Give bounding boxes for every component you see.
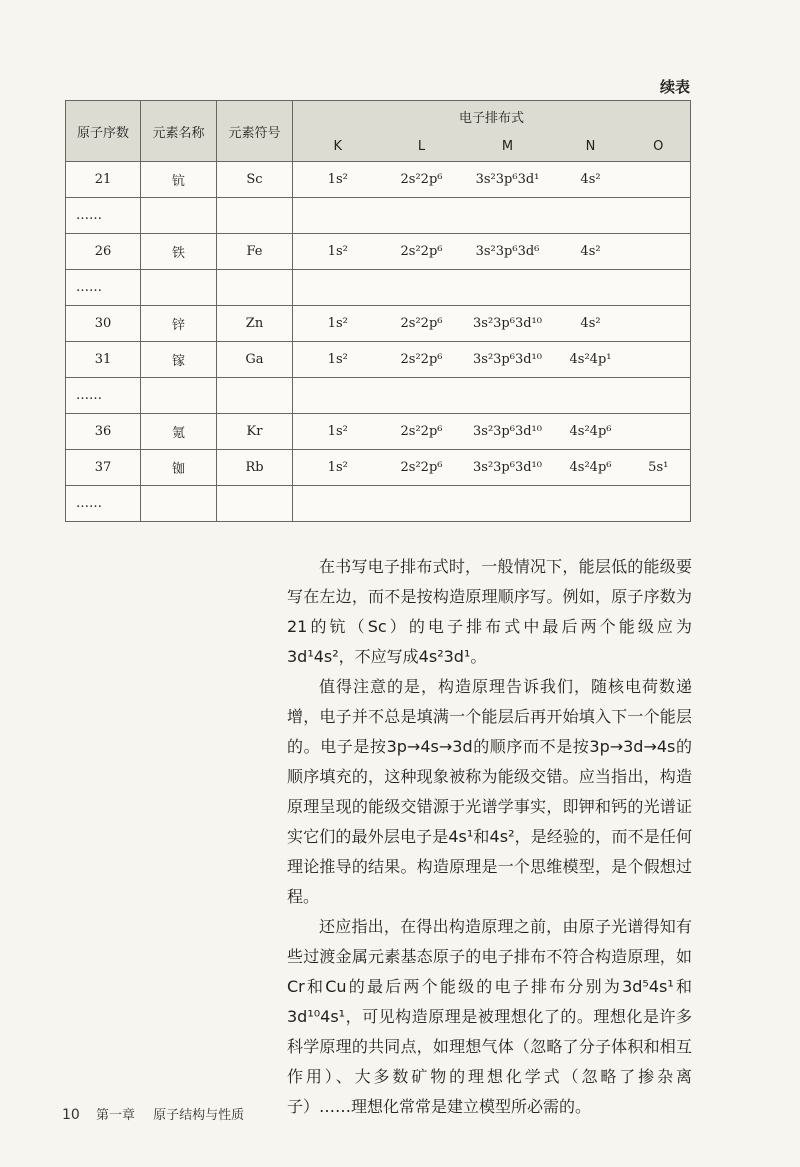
- cell-shell-l: 2s²2p⁶: [383, 234, 461, 270]
- cell-element-symbol: Sc: [217, 162, 293, 198]
- electron-configuration-table: [65, 100, 691, 522]
- header-atomic-number: 原子序数: [66, 101, 141, 162]
- cell-element-symbol: Zn: [217, 306, 293, 342]
- cell-shell-k: 1s²: [293, 306, 383, 342]
- cell-element-symbol: Fe: [217, 234, 293, 270]
- cell-empty: [217, 198, 293, 234]
- cell-ellipsis: ……: [66, 198, 141, 234]
- cell-shell-m: 3s²3p⁶3d¹⁰: [461, 306, 555, 342]
- cell-shell-o: [627, 342, 691, 378]
- header-shell-o: O: [627, 131, 691, 162]
- cell-shell-l: 2s²2p⁶: [383, 450, 461, 486]
- cell-shell-l: 2s²2p⁶: [383, 342, 461, 378]
- cell-shell-l: 2s²2p⁶: [383, 162, 461, 198]
- cell-atomic-number: 31: [66, 342, 141, 378]
- cell-empty: [293, 378, 691, 414]
- cell-shell-k: 1s²: [293, 450, 383, 486]
- table-row: [66, 414, 691, 450]
- cell-element-name: 钪: [141, 162, 217, 198]
- cell-empty: [293, 486, 691, 522]
- cell-empty: [217, 270, 293, 306]
- cell-shell-m: 3s²3p⁶3d¹: [461, 162, 555, 198]
- cell-shell-o: [627, 234, 691, 270]
- page-footer: [62, 1104, 244, 1123]
- cell-shell-n: 4s²: [555, 306, 627, 342]
- chapter-label: 第一章: [95, 1108, 135, 1123]
- cell-shell-o: 5s¹: [627, 450, 691, 486]
- header-shell-l: L: [383, 131, 461, 162]
- cell-shell-n: 4s²4p¹: [555, 342, 627, 378]
- paragraph-1: 在书写电子排布式时，一般情况下，能层低的能级要写在左边，而不是按构造原理顺序写。例如，原子序数为21的钪（Sc）的电子排布式中最后两个能级应为3d¹4s²，不应写成4s²3d¹。: [287, 557, 692, 666]
- cell-empty: [293, 270, 691, 306]
- cell-element-name: 铁: [141, 234, 217, 270]
- table-row: [66, 234, 691, 270]
- cell-atomic-number: 26: [66, 234, 141, 270]
- header-element-symbol: 元素符号: [217, 101, 293, 162]
- cell-atomic-number: 30: [66, 306, 141, 342]
- cell-empty: [293, 198, 691, 234]
- cell-shell-k: 1s²: [293, 162, 383, 198]
- cell-shell-k: 1s²: [293, 342, 383, 378]
- cell-ellipsis: ……: [66, 270, 141, 306]
- cell-shell-o: [627, 414, 691, 450]
- header-electron-configuration: 电子排布式: [293, 101, 691, 132]
- table-row: [66, 162, 691, 198]
- cell-shell-k: 1s²: [293, 234, 383, 270]
- cell-shell-n: 4s²: [555, 162, 627, 198]
- table-row: [66, 450, 691, 486]
- cell-empty: [141, 378, 217, 414]
- cell-shell-o: [627, 306, 691, 342]
- cell-ellipsis: ……: [66, 486, 141, 522]
- cell-shell-m: 3s²3p⁶3d¹⁰: [461, 414, 555, 450]
- cell-element-name: 铷: [141, 450, 217, 486]
- cell-element-symbol: Kr: [217, 414, 293, 450]
- cell-atomic-number: 21: [66, 162, 141, 198]
- header-shell-k: K: [293, 131, 383, 162]
- cell-empty: [217, 486, 293, 522]
- table-row: [66, 270, 691, 306]
- cell-atomic-number: 36: [66, 414, 141, 450]
- cell-element-name: 镓: [141, 342, 217, 378]
- cell-shell-n: 4s²4p⁶: [555, 414, 627, 450]
- cell-empty: [141, 198, 217, 234]
- page-number: 10: [62, 1107, 80, 1123]
- continued-table-label: 续表: [659, 78, 690, 96]
- table-row: [66, 342, 691, 378]
- cell-shell-n: 4s²: [555, 234, 627, 270]
- table-row: [66, 306, 691, 342]
- cell-shell-m: 3s²3p⁶3d⁶: [461, 234, 555, 270]
- table-row: [66, 198, 691, 234]
- cell-element-symbol: Ga: [217, 342, 293, 378]
- header-element-name: 元素名称: [141, 101, 217, 162]
- cell-shell-l: 2s²2p⁶: [383, 414, 461, 450]
- cell-atomic-number: 37: [66, 450, 141, 486]
- cell-element-symbol: Rb: [217, 450, 293, 486]
- cell-empty: [141, 270, 217, 306]
- cell-shell-o: [627, 162, 691, 198]
- cell-shell-m: 3s²3p⁶3d¹⁰: [461, 342, 555, 378]
- cell-empty: [217, 378, 293, 414]
- header-shell-n: N: [555, 131, 627, 162]
- body-text: [287, 552, 692, 1122]
- cell-shell-n: 4s²4p⁶: [555, 450, 627, 486]
- cell-shell-m: 3s²3p⁶3d¹⁰: [461, 450, 555, 486]
- cell-shell-l: 2s²2p⁶: [383, 306, 461, 342]
- cell-ellipsis: ……: [66, 378, 141, 414]
- cell-element-name: 氪: [141, 414, 217, 450]
- cell-shell-k: 1s²: [293, 414, 383, 450]
- paragraph-2: 值得注意的是，构造原理告诉我们，随核电荷数递增，电子并不总是填满一个能层后再开始填入下一个能层的。电子是按3p→4s→3d的顺序而不是按3p→3d→4s的顺序填充的，这种现象被称为能级交错。应当指出，构造原理呈现的能级交错源于光谱学事实，即钾和钙的光谱证实它们的最外层电子是4s¹和4s²，是经验的，而不是任何理论推导的结果。构造原理是一个思维模型，是个假想过程。: [287, 677, 692, 906]
- cell-empty: [141, 486, 217, 522]
- header-shell-m: M: [461, 131, 555, 162]
- paragraph-3: 还应指出，在得出构造原理之前，由原子光谱得知有些过渡金属元素基态原子的电子排布不符合构造原理，如Cr和Cu的最后两个能级的电子排布分别为3d⁵4s¹和3d¹⁰4s¹，可见构造原理是被理想化了的。理想化是许多科学原理的共同点，如理想气体（忽略了分子体积和相互作用）、大多数矿物的理想化学式（忽略了掺杂离子）……理想化常常是建立模型所必需的。: [287, 917, 692, 1116]
- table-row: [66, 486, 691, 522]
- chapter-title: 原子结构与性质: [153, 1108, 245, 1123]
- table-row: [66, 378, 691, 414]
- cell-element-name: 锌: [141, 306, 217, 342]
